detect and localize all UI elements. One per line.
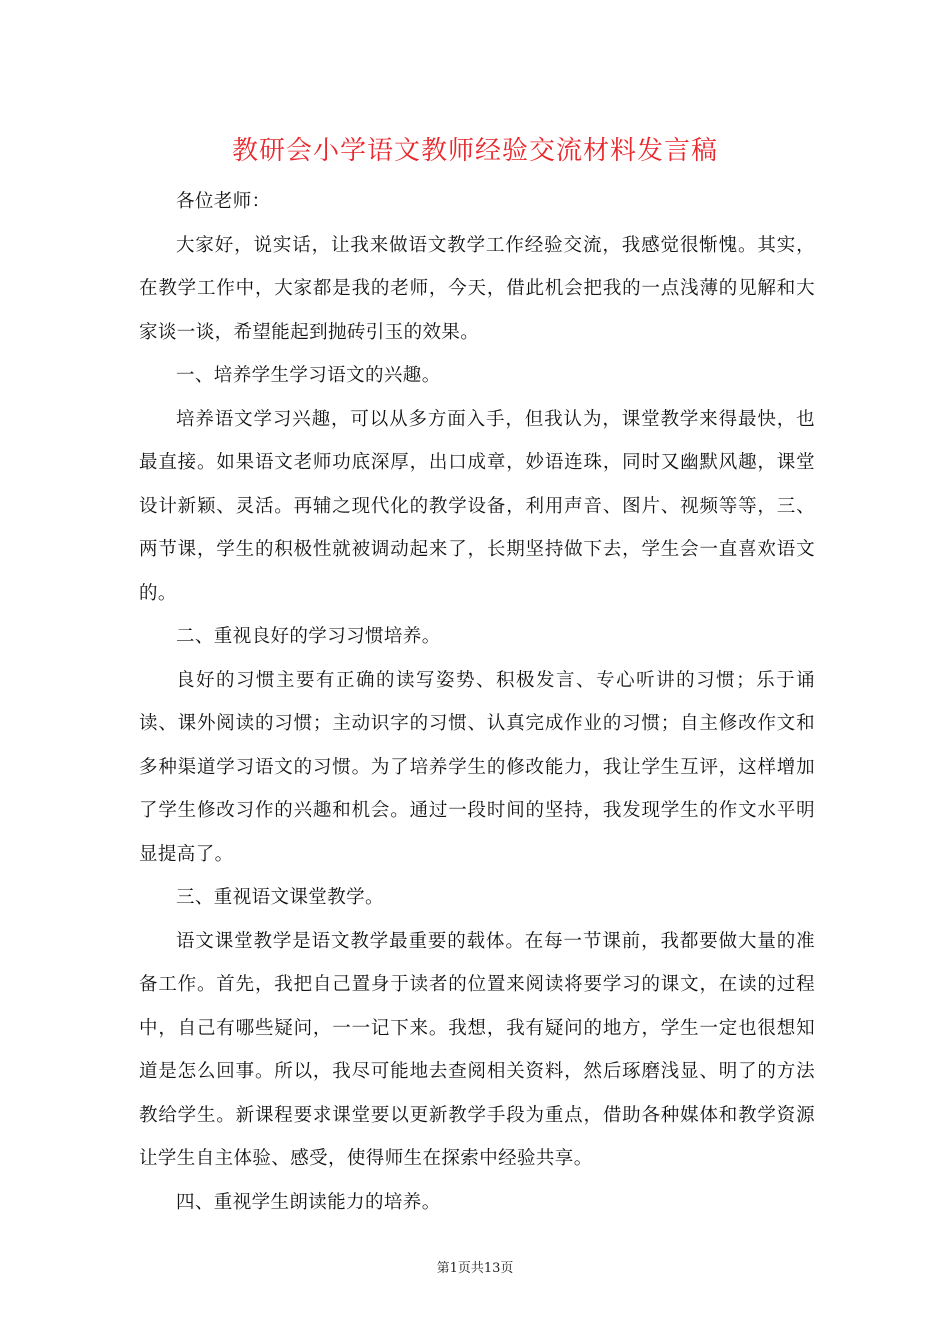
document-body [139,180,815,1224]
page-number-footer: 第1页共13页 [436,1261,514,1276]
section-heading-3: 三、重视语文课堂教学。 [176,887,384,908]
section-heading-1: 一、培养学生学习语文的兴趣。 [176,365,441,386]
paragraph-intro: 大家好，说实话，让我来做语文教学工作经验交流，我感觉很惭愧。其实，在教学工作中，大家都是我的老师，今天，借此机会把我的一点浅薄的见解和大家谈一谈，希望能起到抛砖引玉的效果。 [139,234,815,343]
paragraph-section-3: 语文课堂教学是语文教学最重要的载体。在每一节课前，我都要做大量的准备工作。首先，我把自己置身于读者的位置来阅读将要学习的课文，在读的过程中，自己有哪些疑问，一一记下来。我想，我有疑问的地方，学生一定也很想知道是怎么回事。所以，我尽可能地去查阅相关资料，然后琢磨浅显、明了的方法教给学生。新课程要求课堂要以更新教学手段为重点，借助各种媒体和教学资源让学生自主体验、感受，使得师生在探索中经验共享。 [139,930,815,1169]
salutation: 各位老师： [176,191,271,212]
document-title: 教研会小学语文教师经验交流材料发言稿 [231,136,718,166]
section-heading-4: 四、重视学生朗读能力的培养。 [176,1191,441,1213]
paragraph-section-2: 良好的习惯主要有正确的读写姿势、积极发言、专心听讲的习惯；乐于诵读、课外阅读的习惯；主动识字的习惯、认真完成作业的习惯；自主修改作文和多种渠道学习语文的习惯。为了培养学生的修改能力，我让学生互评，这样增加了学生修改习作的兴趣和机会。通过一段时间的坚持，我发现学生的作文水平明显提高了。 [139,669,815,865]
section-heading-2: 二、重视良好的学习习惯培养。 [176,626,441,647]
paragraph-section-1: 培养语文学习兴趣，可以从多方面入手，但我认为，课堂教学来得最快，也最直接。如果语文老师功底深厚，出口成章，妙语连珠，同时又幽默风趣，课堂设计新颖、灵活。再辅之现代化的教学设备，利用声音、图片、视频等等，三、两节课，学生的积极性就被调动起来了，长期坚持做下去，学生会一直喜欢语文的。 [139,408,815,604]
